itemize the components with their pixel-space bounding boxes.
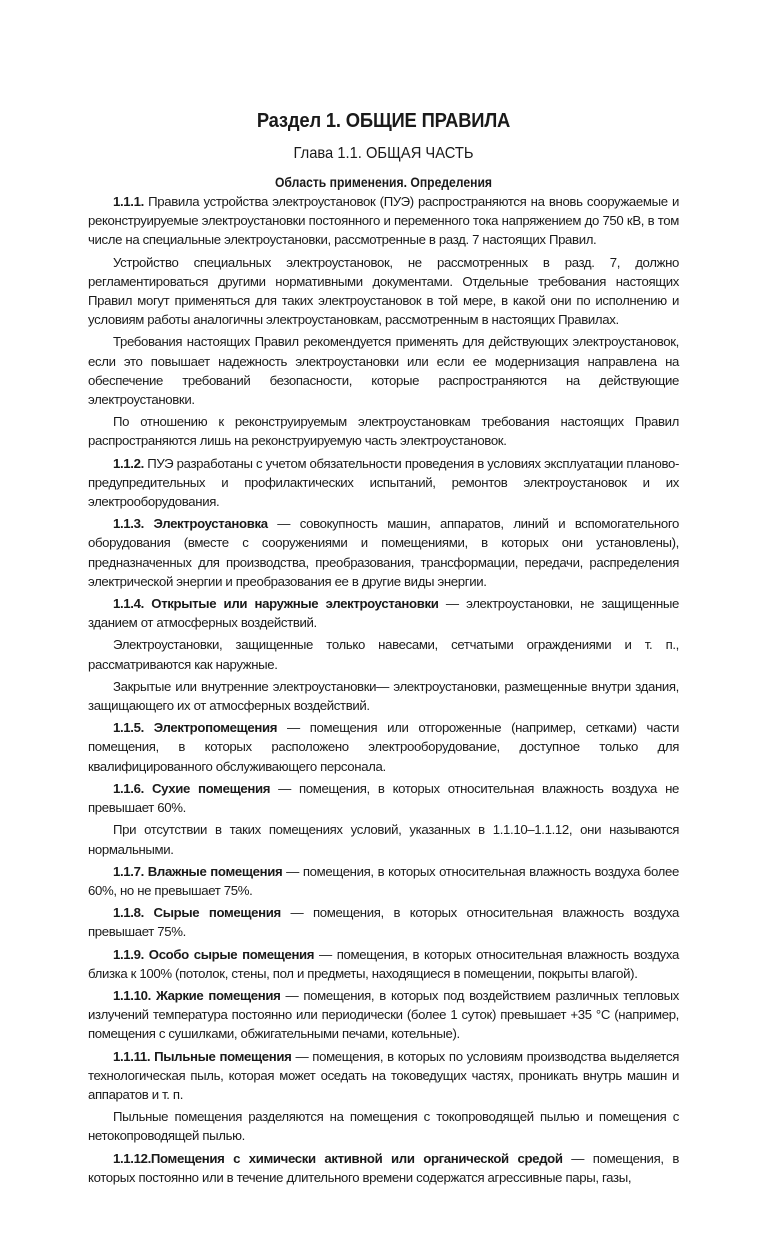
paragraph-text: По отношению к реконструируемым электроустановкам требования настоящих Правил распространяются лишь на реконструируемую часть электроустановок.: [88, 414, 679, 449]
paragraph-text: — помещения, в которых под воздействием различных тепловых излучений температура постоянно или периодически (более 1 суток) превышает +35 °С (например, помещения с сушилками, обжигательными печами, котельные).: [88, 987, 679, 1042]
paragraph-text: ПУЭ разработаны с учетом обязательности проведения в условиях эксплуатации планово-предупредительных и профилактических испытаний, ремонтов электроустановок и их электрооборудования.: [88, 455, 679, 510]
paragraph-text: — помещения, в которых постоянно или в течение длительного времени содержатся агрессивные пары, газы,: [88, 1150, 679, 1185]
paragraph-text: — помещения, в которых относительная влажность воздуха более 60%, но не превышает 75%.: [88, 863, 679, 898]
paragraph-1-1-9: [88, 945, 679, 983]
paragraph-text: Электроустановки, защищенные только навесами, сетчатыми ограждениями и т. п., рассматриваются как наружные.: [88, 637, 679, 672]
subsection-title: Область применения. Определения: [274, 175, 493, 190]
paragraph-text: — помещения или отгороженные (например, сетками) части помещения, в которых расположено электрооборудование, доступное только для квалифицированного обслуживающего персонала.: [88, 720, 680, 774]
paragraph-number: 1.1.1.: [113, 194, 144, 209]
paragraph: [88, 412, 679, 450]
paragraph-1-1-10: [88, 986, 679, 1044]
paragraph-1-1-6: [88, 779, 679, 817]
paragraph: [88, 1107, 679, 1145]
paragraph-text: Правила устройства электроустановок (ПУЭ) распространяются на вновь сооружаемые и реконструируемые электроустановки постоянного и переменного тока напряжением до 750 кВ, в том числе на специальные электроустановки, рассмотренные в разд. 7 настоящих Правил.: [88, 194, 679, 248]
paragraph-1-1-11: [88, 1047, 679, 1105]
paragraph: [88, 253, 679, 330]
paragraph-number: 1.1.10.: [113, 987, 151, 1003]
paragraph: [88, 332, 679, 409]
paragraph-text: При отсутствии в таких помещениях условий, указанных в 1.1.10–1.1.12, они называются нормальными.: [88, 822, 679, 857]
paragraph-text: Пыльные помещения разделяются на помещения с токопроводящей пылью и помещения с нетокопроводящей пылью.: [88, 1109, 679, 1144]
paragraph-term: Влажные помещения: [143, 863, 283, 879]
paragraph-number: 1.1.2.: [113, 455, 144, 471]
paragraph-number: 1.1.4.: [113, 596, 144, 612]
paragraph-term: Электроустановка: [143, 516, 268, 532]
chapter-title: Глава 1.1. ОБЩАЯ ЧАСТЬ: [293, 145, 474, 162]
paragraph-term: Открытые или наружные электроустановки: [143, 596, 439, 612]
paragraph-1-1-4: [88, 594, 679, 632]
paragraph: [88, 635, 679, 673]
paragraph-text: — помещения, в которых относительная влажность воздуха близка к 100% (потолок, стены, пол и предметы, находящиеся в помещении, покрыты влагой).: [88, 946, 679, 981]
paragraph-term: Особо сырые помещения: [143, 946, 315, 962]
section-title: Раздел 1. ОБЩИЕ ПРАВИЛА: [256, 110, 511, 132]
paragraph-text: — помещения, в которых относительная влажность воздуха не превышает 60%.: [88, 780, 679, 816]
paragraph-text: Закрытые или внутренние электроустановки— электроустановки, размещенные внутри здания, защищающего их от атмосферных воздействий.: [88, 678, 679, 714]
paragraph-text: — совокупность машин, аппаратов, линий и вспомогательного оборудования (вместе с сооружениями и помещениями, в которых они установлены), предназначенных для производства, преобразования, трансформации, передачи, распределения электрической энергии и преобразования ее в другие виды энергии.: [88, 516, 679, 589]
paragraph-1-1-7: [88, 862, 679, 900]
paragraph-number: 1.1.11.: [113, 1048, 151, 1064]
paragraph-1-1-5: [88, 718, 679, 776]
paragraph-number: 1.1.9.: [113, 946, 144, 962]
paragraph-term: Сырые помещения: [143, 905, 281, 921]
paragraph-term: Жаркие помещения: [150, 987, 281, 1003]
paragraph-text: Требования настоящих Правил рекомендуется применять для действующих электроустановок, если это повышает надежность электроустановки или если ее модернизация направлена на обеспечение требований безопасности, которые распространяются на действующие электроустановки.: [88, 334, 679, 408]
paragraph-number: 1.1.6.: [113, 780, 144, 796]
paragraph-term: Сухие помещения: [143, 780, 271, 796]
paragraph-1-1-8: [88, 903, 679, 941]
paragraph-1-1-2: [88, 454, 679, 512]
document-body: [88, 192, 679, 1187]
paragraph: [88, 820, 679, 858]
paragraph-text: — помещения, в которых относительная влажность воздуха превышает 75%.: [88, 905, 679, 940]
paragraph-number: 1.1.7.: [113, 863, 144, 879]
paragraph-term: Пыльные помещения: [150, 1048, 292, 1064]
paragraph-1-1-3: [88, 514, 679, 591]
paragraph-text: — электроустановки, не защищенные зданием от атмосферных воздействий.: [88, 596, 679, 631]
paragraph-number: 1.1.12.: [113, 1150, 151, 1166]
paragraph-term: Помещения с химически активной или органической средой: [150, 1150, 563, 1166]
paragraph-term: Электропомещения: [143, 720, 278, 736]
paragraph-text: Устройство специальных электроустановок, не рассмотренных в разд. 7, должно регламентироваться другими нормативными документами. Отдельные требования настоящих Правил могут применяться для таких электроустановок в той мере, в какой они по исполнению и условиям работы аналогичны электроустановкам, рассмотренным в настоящих Правилах.: [88, 254, 679, 328]
paragraph-1-1-1: [88, 192, 679, 250]
paragraph: [88, 677, 679, 715]
paragraph-number: 1.1.8.: [113, 905, 144, 921]
paragraph-1-1-12: [88, 1149, 679, 1187]
document-page: [88, 110, 679, 1187]
paragraph-number: 1.1.5.: [113, 720, 144, 736]
paragraph-text: — помещения, в которых по условиям производства выделяется технологическая пыль, которая может оседать на токоведущих частях, проникать внутрь машин и аппаратов и т. п.: [88, 1048, 680, 1102]
paragraph-number: 1.1.3.: [113, 516, 144, 532]
